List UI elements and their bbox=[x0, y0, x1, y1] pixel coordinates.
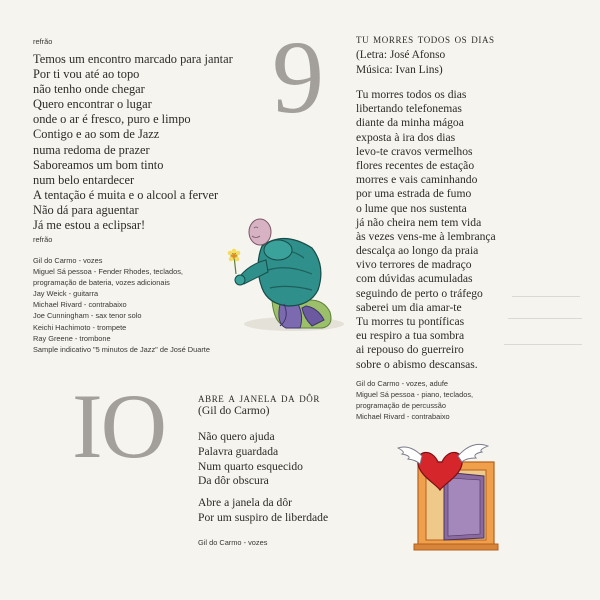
song9-lyrics-by: (Letra: José Afonso bbox=[356, 49, 446, 61]
credit-line: programação de bateria, vozes adicionais bbox=[33, 278, 170, 288]
lyric-line: sobre o abismo descansas. bbox=[356, 357, 478, 371]
lyric-line: Não dá para aguentar bbox=[33, 202, 139, 217]
lyric-line: flores recentes de estação bbox=[356, 158, 475, 172]
song-number-10: IO bbox=[72, 375, 166, 477]
lyric-line: A tentação é muita e o alcool a ferver bbox=[33, 187, 219, 202]
credit-line: Joe Cunningham - sax tenor solo bbox=[33, 311, 142, 321]
winged-heart-window-illustration bbox=[392, 432, 522, 554]
lyric-line: levo-te cravos vermelhos bbox=[356, 144, 473, 158]
song10-stanza-2 bbox=[198, 496, 328, 526]
song-number-9: 9 bbox=[272, 20, 324, 135]
lyric-line: Da dôr obscura bbox=[198, 474, 269, 488]
chorus-lyrics bbox=[33, 52, 233, 233]
lyric-line: o lume que nos sustenta bbox=[356, 201, 467, 215]
lyric-line: com dúvidas acumuladas bbox=[356, 272, 473, 286]
song10-author: (Gil do Carmo) bbox=[198, 404, 270, 417]
lyric-line: Por ti vou até ao topo bbox=[33, 67, 140, 82]
lyric-line: num belo entardecer bbox=[33, 172, 135, 187]
lyric-line: morres e vais caminhando bbox=[356, 173, 478, 187]
song9-credits bbox=[356, 378, 473, 422]
chorus-label-top: refrão bbox=[33, 37, 53, 46]
background-rule bbox=[504, 344, 582, 345]
credit-line: Ray Greene - trombone bbox=[33, 333, 111, 343]
lyric-line: não tenho onde chegar bbox=[33, 82, 145, 97]
song9-lyrics bbox=[356, 88, 496, 372]
song9-title bbox=[356, 31, 495, 47]
credit-line: Michael Rivard - contrabaixo bbox=[33, 300, 127, 310]
credit-line: programação de percussão bbox=[356, 401, 446, 411]
song9-authors bbox=[356, 48, 445, 77]
chorus-label-bottom: refrão bbox=[33, 235, 53, 244]
lyric-line: seguindo de perto o tráfego bbox=[356, 286, 483, 300]
song9-music-by: Música: Ivan Lins) bbox=[356, 63, 443, 76]
credit-line: Miguel Sá pessoa - Fender Rhodes, teclados, bbox=[33, 267, 183, 277]
background-rule bbox=[508, 318, 582, 319]
lyric-line: Já me estou a eclipsar! bbox=[33, 218, 146, 233]
credit-line: Gil do Carmo - vozes, adufe bbox=[356, 379, 449, 388]
lyric-line: Por um suspiro de liberdade bbox=[198, 510, 329, 524]
lyric-line: já não cheira nem tem vida bbox=[356, 215, 482, 229]
credit-line: Gil do Carmo - vozes bbox=[198, 538, 268, 547]
lyric-line: numa redoma de prazer bbox=[33, 142, 150, 157]
song8-credits bbox=[33, 255, 210, 355]
lyric-line: ai repouso do guerreiro bbox=[356, 343, 464, 357]
lyric-line: Saboreamos um bom tinto bbox=[33, 157, 164, 172]
lyric-line: exposta à ira dos dias bbox=[356, 130, 456, 144]
lyric-line: Palavra guardada bbox=[198, 444, 279, 458]
background-rule bbox=[512, 296, 580, 297]
lyric-line: Abre a janela da dôr bbox=[198, 496, 292, 509]
lyric-line: saberei um dia amar-te bbox=[356, 300, 462, 314]
song10-stanza-1 bbox=[198, 430, 303, 489]
credit-line: Keichi Hachimoto - trompete bbox=[33, 322, 127, 332]
lyric-line: por uma estrada de fumo bbox=[356, 187, 472, 201]
lyric-line: Não quero ajuda bbox=[198, 430, 275, 443]
song10-title-text: abre a janela da dôr bbox=[198, 390, 320, 405]
lyric-line: Num quarto esquecido bbox=[198, 459, 303, 473]
credit-line: Miguel Sá pessoa - piano, teclados, bbox=[356, 390, 474, 400]
lyric-line: descalça ao longo da praia bbox=[356, 244, 479, 258]
lyric-line: diante da minha mágoa bbox=[356, 116, 464, 130]
lyric-line: vivo terrores de madraço bbox=[356, 258, 472, 272]
knight-with-flower-illustration bbox=[214, 208, 356, 338]
lyric-line: Contigo e ao som de Jazz bbox=[33, 127, 160, 142]
lyric-line: Tu morres todos os dias bbox=[356, 88, 467, 101]
credit-line: Michael Rivard - contrabaixo bbox=[356, 412, 450, 422]
song10-credits bbox=[198, 537, 267, 548]
lyric-line: Quero encontrar o lugar bbox=[33, 97, 152, 112]
credit-line: Sample indicativo "5 minutos de Jazz" de José Duarte bbox=[33, 344, 210, 354]
credit-line: Gil do Carmo - vozes bbox=[33, 256, 103, 265]
lyric-line: Temos um encontro marcado para jantar bbox=[33, 52, 233, 66]
lyric-line: onde o ar é fresco, puro e limpo bbox=[33, 112, 191, 127]
lyric-line: Tu morres tu pontíficas bbox=[356, 315, 465, 328]
lyric-line: libertando telefonemas bbox=[356, 102, 462, 116]
credit-line: Jay Weick - guitarra bbox=[33, 289, 99, 299]
lyric-line: eu respiro a tua sombra bbox=[356, 329, 465, 343]
lyric-line: às vezes vens-me à lembrança bbox=[356, 229, 496, 243]
song9-title-text: tu morres todos os dias bbox=[356, 31, 495, 46]
